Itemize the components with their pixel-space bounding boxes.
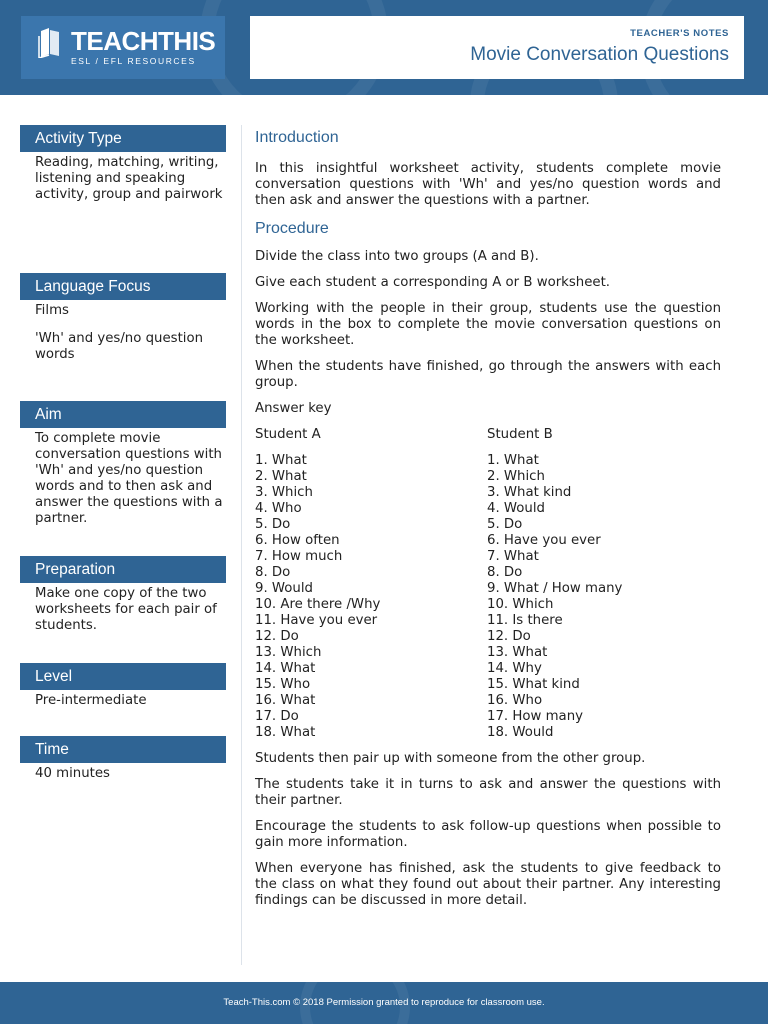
sidebar-text: 40 minutes <box>35 766 110 781</box>
procedure-step: Give each student a corresponding A or B worksheet. <box>255 275 611 290</box>
logo-subtitle: ESL / EFL RESOURCES <box>71 56 196 66</box>
student-a-label: Student A <box>255 427 321 442</box>
logo <box>21 16 225 79</box>
sidebar-section-preparation <box>20 556 226 646</box>
sidebar-heading: Language Focus <box>20 273 226 300</box>
logo-text: TEACHTHIS <box>71 26 216 56</box>
student-b-label: Student B <box>487 427 553 442</box>
answer-item: 1. What <box>487 453 539 468</box>
answer-item: 2. Which <box>487 469 545 484</box>
title-panel <box>250 16 744 79</box>
answer-item: 16. What <box>255 693 316 708</box>
answer-item: 10. Which <box>487 597 554 612</box>
sidebar-section-time <box>20 736 226 782</box>
answer-item: 17. How many <box>487 709 584 724</box>
procedure-step: Working with the people in their group, students use the question words in the box to complete the movie conversation questions on the worksheet. <box>255 301 721 348</box>
sidebar-text: Pre-intermediate <box>35 693 147 708</box>
sidebar-section-language-focus <box>20 273 226 381</box>
answer-item: 6. Have you ever <box>487 533 601 548</box>
student-b-answers <box>487 453 719 741</box>
answer-key-label: Answer key <box>255 401 332 416</box>
answer-item: 4. Who <box>255 501 302 516</box>
answer-item: 11. Is there <box>487 613 563 628</box>
answer-item: 5. Do <box>255 517 291 532</box>
book-icon <box>37 28 65 58</box>
answer-item: 5. Do <box>487 517 523 532</box>
answer-item: 15. What kind <box>487 677 580 692</box>
sidebar-text: To complete movie conversation questions with 'Wh' and yes/no question words and to then ask and answer the questions with a partner. <box>35 431 223 526</box>
column-divider <box>241 125 242 965</box>
answer-key-student-b <box>487 427 719 751</box>
answer-item: 14. What <box>255 661 316 676</box>
answer-item: 16. Who <box>487 693 543 708</box>
answer-item: 6. How often <box>255 533 340 548</box>
answer-item: 17. Do <box>255 709 299 724</box>
sidebar-text: Make one copy of the two worksheets for each pair of students. <box>35 586 217 633</box>
answer-item: 2. What <box>255 469 307 484</box>
sidebar-heading: Aim <box>20 401 226 428</box>
student-a-answers <box>255 453 487 741</box>
procedure-step: Encourage the students to ask follow-up questions when possible to gain more information. <box>255 819 721 850</box>
answer-item: 18. Would <box>487 725 554 740</box>
sidebar-heading: Activity Type <box>20 125 226 152</box>
sidebar <box>20 125 226 794</box>
sidebar-heading: Time <box>20 736 226 763</box>
answer-item: 8. Do <box>255 565 291 580</box>
introduction-text: In this insightful worksheet activity, students complete movie conversation questions with 'Wh' and yes/no question words and then ask and answer the questions with a partner. <box>255 161 721 208</box>
answer-item: 10. Are there /Why <box>255 597 381 612</box>
answer-item: 18. What <box>255 725 316 740</box>
answer-item: 15. Who <box>255 677 311 692</box>
answer-item: 3. Which <box>255 485 313 500</box>
answer-item: 13. Which <box>255 645 322 660</box>
answer-item: 9. What / How many <box>487 581 623 596</box>
answer-key <box>255 427 721 751</box>
answer-item: 9. Would <box>255 581 313 596</box>
procedure-heading: Procedure <box>255 220 329 237</box>
sidebar-section-activity-type <box>20 125 226 245</box>
footer-copyright: Teach-This.com © 2018 Permission granted to reproduce for classroom use. <box>223 997 545 1008</box>
sidebar-section-aim <box>20 401 226 540</box>
answer-item: 8. Do <box>487 565 523 580</box>
procedure-step: When everyone has finished, ask the students to give feedback to the class on what they found out about their partner. Any interesting findings can be discussed in more detail. <box>255 861 721 908</box>
page-footer <box>0 982 768 1024</box>
procedure-step: When the students have finished, go through the answers with each group. <box>255 359 721 390</box>
introduction-heading: Introduction <box>255 129 339 146</box>
answer-item: 4. Would <box>487 501 545 516</box>
answer-item: 3. What kind <box>487 485 572 500</box>
page-header <box>0 0 768 95</box>
answer-item: 11. Have you ever <box>255 613 378 628</box>
answer-item: 1. What <box>255 453 307 468</box>
sidebar-text: 'Wh' and yes/no question words <box>35 331 204 362</box>
answer-item: 7. How much <box>255 549 343 564</box>
answer-item: 13. What <box>487 645 548 660</box>
answer-key-student-a <box>255 427 487 751</box>
sidebar-heading: Preparation <box>20 556 226 583</box>
sidebar-text: Films <box>35 303 69 318</box>
procedure-step: The students take it in turns to ask and answer the questions with their partner. <box>255 777 721 808</box>
sidebar-section-level <box>20 663 226 721</box>
main-content <box>255 128 721 919</box>
answer-item: 12. Do <box>487 629 531 644</box>
notes-label: TEACHER'S NOTES <box>630 28 729 39</box>
procedure-step: Divide the class into two groups (A and B). <box>255 249 539 264</box>
answer-item: 14. Why <box>487 661 542 676</box>
answer-item: 12. Do <box>255 629 299 644</box>
page-title: Movie Conversation Questions <box>470 44 729 65</box>
procedure-step: Students then pair up with someone from the other group. <box>255 751 646 766</box>
sidebar-heading: Level <box>20 663 226 690</box>
sidebar-text: Reading, matching, writing, listening and speaking activity, group and pairwork <box>35 155 223 202</box>
answer-item: 7. What <box>487 549 539 564</box>
